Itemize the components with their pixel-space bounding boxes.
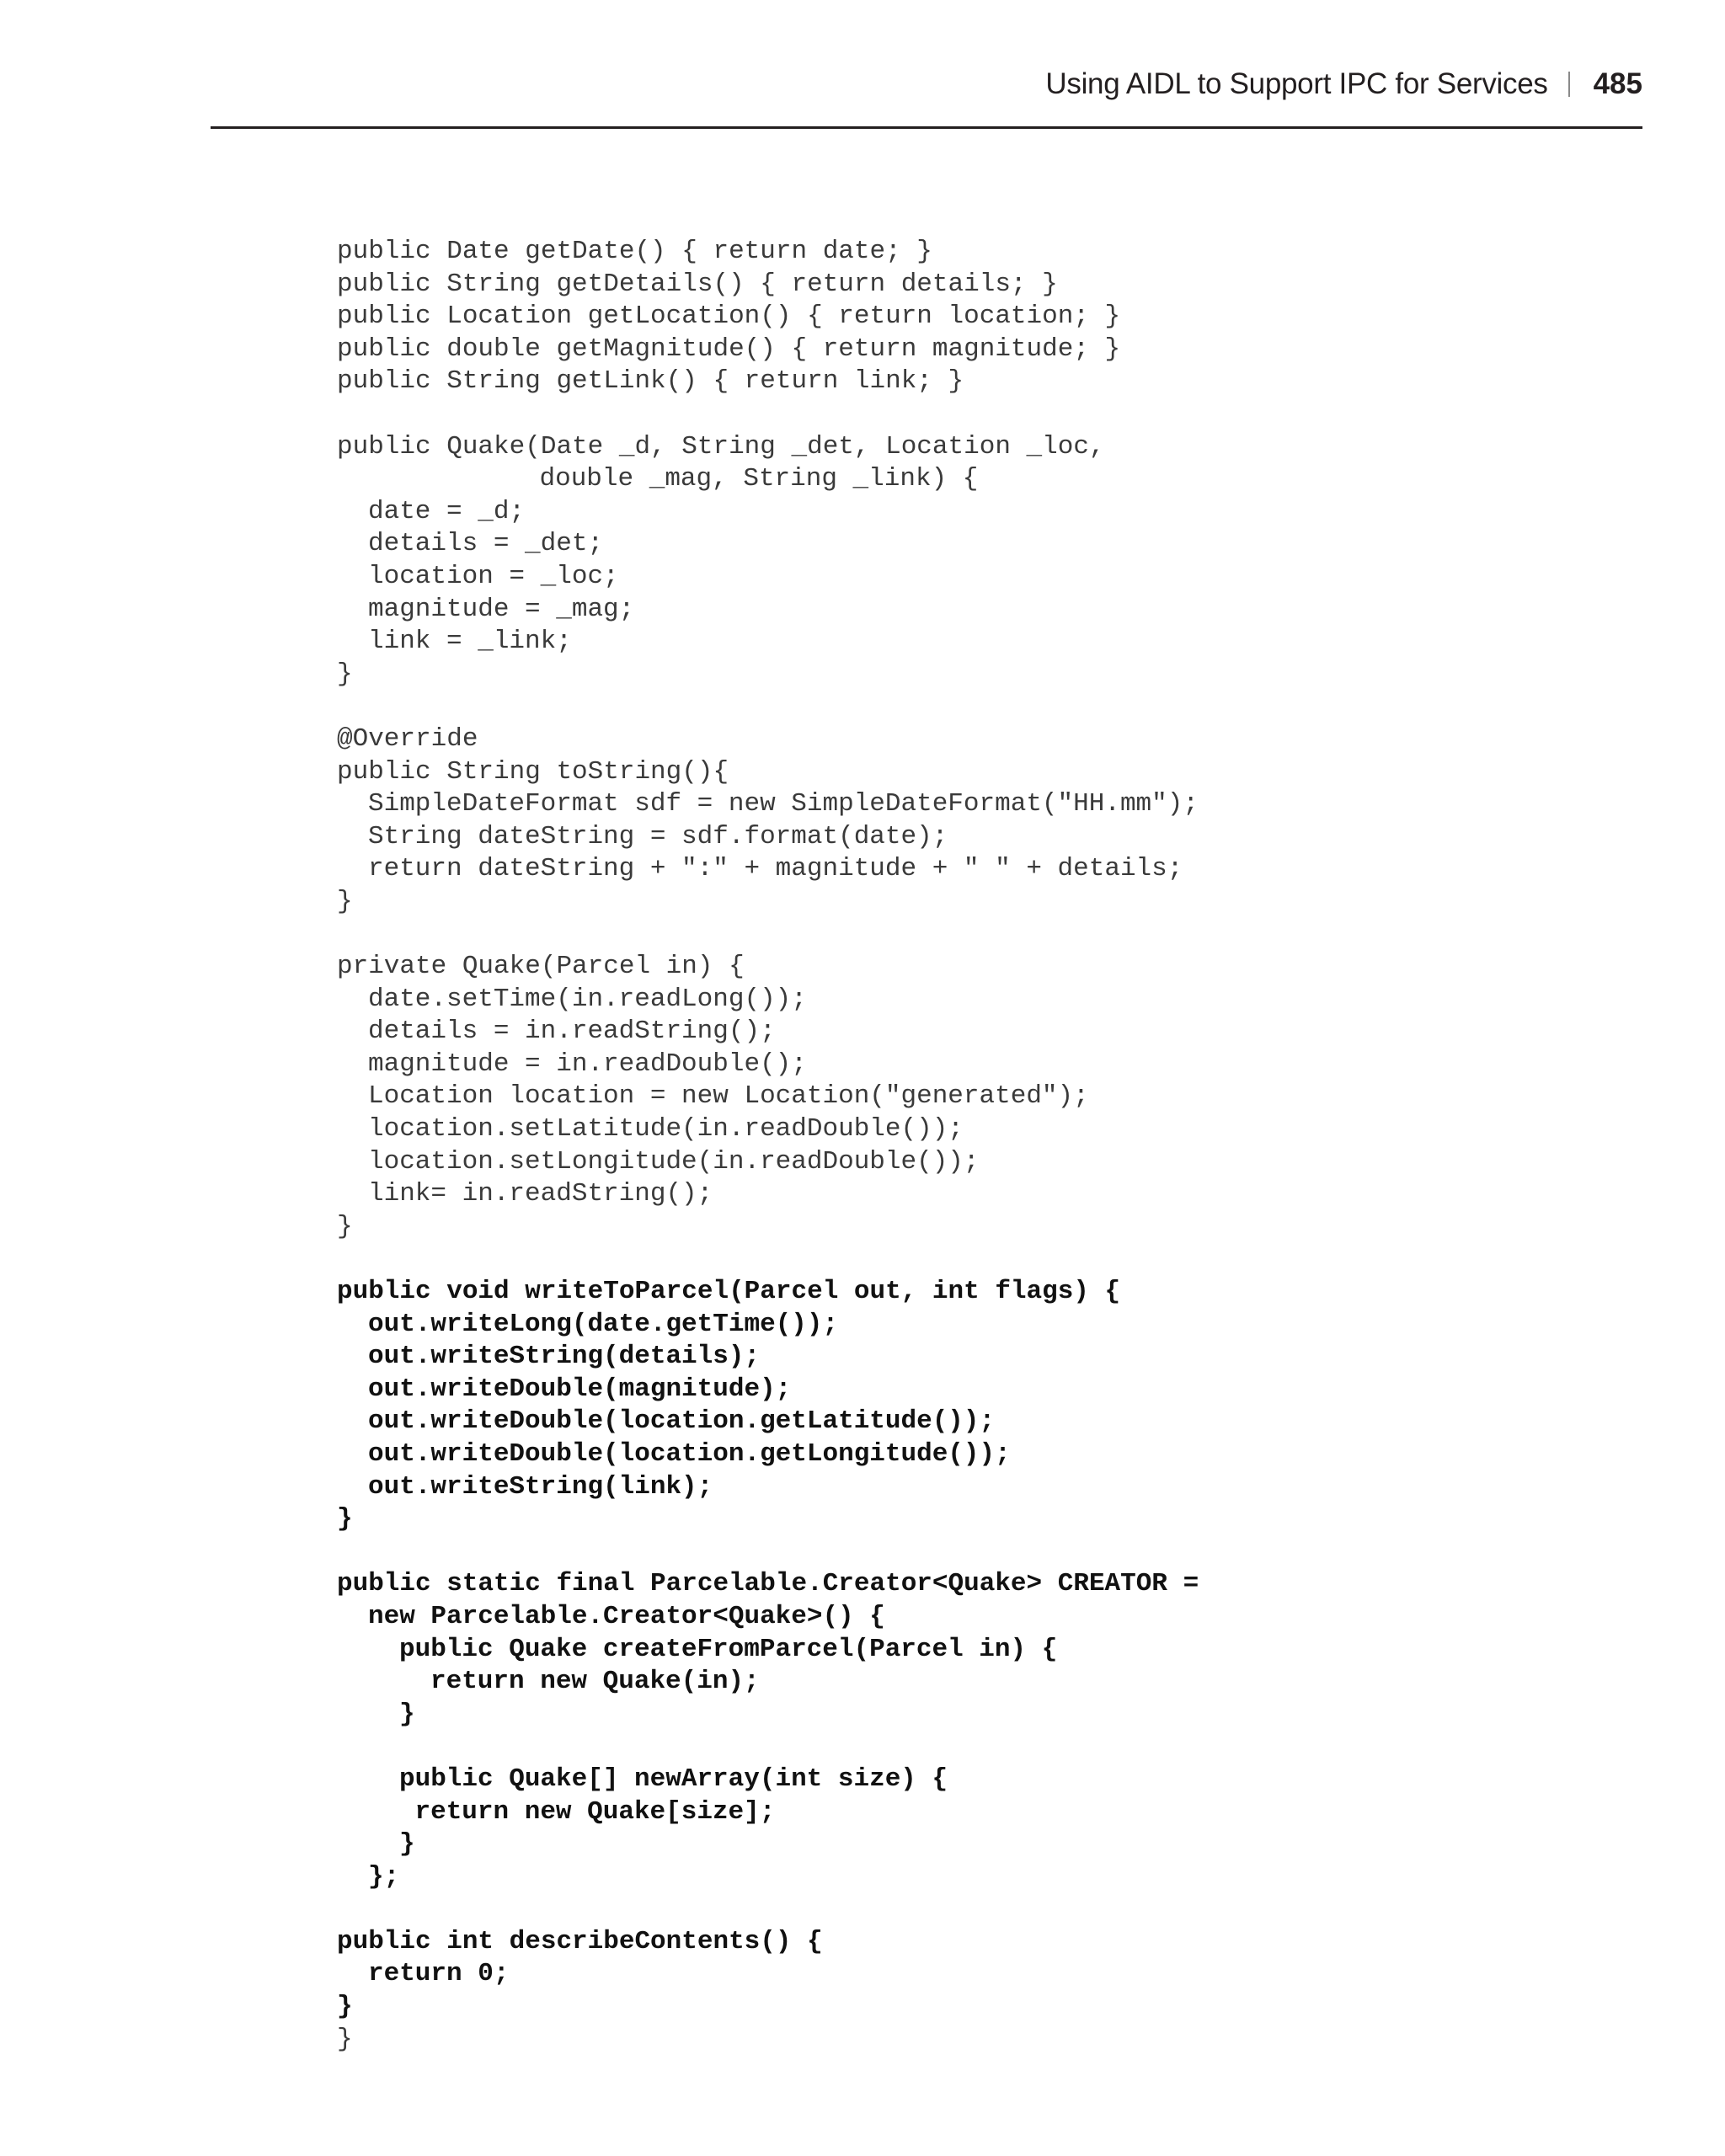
- code-line: }: [337, 659, 353, 689]
- code-line: out.writeString(details);: [368, 1342, 761, 1372]
- code-line: String dateString = sdf.format(date);: [368, 821, 948, 851]
- code-line: date = _d;: [368, 496, 526, 526]
- code-line: public Quake(Date _d, String _det, Location _loc,: [337, 431, 1105, 462]
- code-line: }: [337, 1992, 353, 2022]
- code-line: }: [399, 1829, 415, 1860]
- code-line: out.writeDouble(location.getLongitude());: [368, 1438, 1011, 1469]
- code-blank-line: [337, 918, 1199, 951]
- code-blank-line: [337, 1731, 1199, 1764]
- code-line: private Quake(Parcel in) {: [337, 952, 745, 982]
- code-line: new Parcelable.Creator<Quake>() {: [368, 1601, 885, 1631]
- code-line: magnitude = _mag;: [368, 594, 635, 624]
- code-line: link= in.readString();: [368, 1179, 713, 1209]
- code-line: public int describeContents() {: [337, 1926, 823, 1956]
- code-blank-line: [337, 1243, 1199, 1276]
- code-line: }: [337, 1211, 353, 1241]
- code-line: };: [368, 1861, 400, 1892]
- code-blank-line: [337, 1893, 1199, 1926]
- code-listing: [337, 236, 1199, 2056]
- code-line: location = _loc;: [368, 561, 619, 591]
- header-rule: [211, 126, 1642, 129]
- code-line: public double getMagnitude() { return magnitude; }: [337, 334, 1121, 364]
- running-head: [1045, 64, 1642, 104]
- code-line: Location location = new Location("generated");: [368, 1081, 1089, 1112]
- code-line: public Location getLocation() { return location; }: [337, 302, 1121, 332]
- code-line: public Quake[] newArray(int size) {: [399, 1764, 948, 1794]
- code-blank-line: [337, 398, 1199, 431]
- code-line: magnitude = in.readDouble();: [368, 1049, 807, 1079]
- code-line: details = in.readString();: [368, 1017, 776, 1047]
- code-line: double _mag, String _link) {: [539, 464, 979, 494]
- header-separator: [1568, 72, 1570, 97]
- code-line: public String getLink() { return link; }: [337, 366, 964, 397]
- code-line: public String getDetails() { return details; }: [337, 269, 1058, 299]
- code-blank-line: [337, 1536, 1199, 1569]
- code-line: out.writeDouble(location.getLatitude());: [368, 1406, 996, 1437]
- code-line: location.setLatitude(in.readDouble());: [368, 1114, 964, 1145]
- code-line: location.setLongitude(in.readDouble());: [368, 1146, 980, 1177]
- code-line: out.writeLong(date.getTime());: [368, 1309, 839, 1339]
- code-line: return 0;: [368, 1959, 510, 1989]
- code-line: }: [337, 1504, 353, 1534]
- code-line: out.writeDouble(magnitude);: [368, 1374, 792, 1404]
- code-line: public void writeToParcel(Parcel out, int flags) {: [337, 1277, 1121, 1306]
- code-line: SimpleDateFormat sdf = new SimpleDateFormat("HH.mm");: [368, 789, 1199, 819]
- code-line: return dateString + ":" + magnitude + " " + details;: [368, 854, 1183, 884]
- code-line: out.writeString(link);: [368, 1471, 713, 1502]
- code-line: public static final Parcelable.Creator<Quake> CREATOR =: [337, 1569, 1199, 1599]
- code-line: return new Quake(in);: [430, 1667, 760, 1697]
- code-line: public Date getDate() { return date; }: [337, 237, 932, 266]
- code-line: public Quake createFromParcel(Parcel in) {: [399, 1634, 1058, 1664]
- code-blank-line: [337, 691, 1199, 723]
- code-line: public String toString(){: [337, 756, 729, 787]
- code-line: }: [337, 886, 353, 916]
- code-line: link = _link;: [368, 627, 572, 657]
- page-number: 485: [1593, 67, 1642, 100]
- code-line: return new Quake[size];: [414, 1796, 776, 1827]
- code-line: @Override: [337, 723, 478, 754]
- code-line: }: [399, 1699, 415, 1729]
- chapter-section-title: Using AIDL to Support IPC for Services: [1045, 67, 1548, 100]
- code-line: }: [337, 2024, 353, 2054]
- code-line: details = _det;: [368, 529, 604, 559]
- code-line: date.setTime(in.readLong());: [368, 984, 807, 1014]
